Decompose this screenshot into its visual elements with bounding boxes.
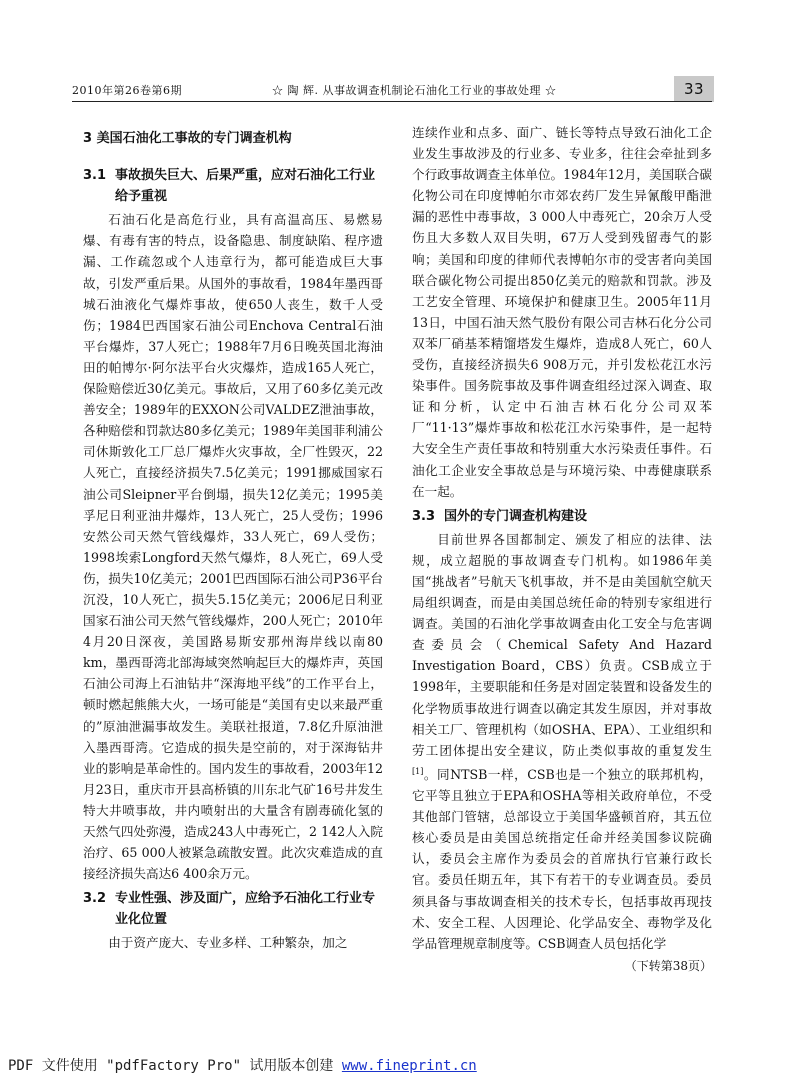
footer-text: PDF 文件使用 "pdfFactory Pro" 试用版本创建 [8, 1058, 342, 1074]
subsection-title: 事故损失巨大、后果严重，应对石油化工行业给予重视 [115, 168, 376, 205]
journal-issue: 2010年第26卷第6期 [72, 84, 182, 97]
right-column [412, 122, 712, 977]
subsection-number: 3.3 [412, 508, 436, 524]
left-column [83, 122, 383, 954]
paragraph-3-1: 石油石化是高危行业，具有高温高压、易燃易爆、有毒有害的特点，设备隐患、制度缺陷、程序遗漏、工作疏忽或个人违章行为，都可能造成巨大事故，引发严重后果。从国外的事故看，1984年墨西哥城石油液化气爆炸事故，使650人丧生，数千人受伤；1984巴西国家石油公司Enchova Central石油平台爆炸，37人死亡；1988年7月6日晚英国北海油田的帕博尔·阿尔法平台火灾爆炸，造成165人死亡，保险赔偿近30亿美元。事故后，又用了60多亿美元改善安全；1989年的EXXON公司VALDEZ泄油事故，各种赔偿和罚款达80多亿美元；1989年美国菲利浦公司休斯敦化工厂总厂爆炸火灾事故，全厂性毁灭，22人死亡，直接经济损失7.5亿美元；1991挪威国家石油公司Sleipner平台倒塌，损失12亿美元；1995美孚尼日利亚油井爆炸，13人死亡，25人受伤；1996安然公司天然气管线爆炸，33人死亡，69人受伤；1998埃索Longford天然气爆炸，8人死亡，69人受伤，损失10亿美元；2001巴西国际石油公司P36平台沉没，10人死亡，损失5.15亿美元；2006尼日利亚国家石油公司天然气管线爆炸，200人死亡；2010年4月20日深夜，美国路易斯安那州海岸线以南80 km，墨西哥湾北部海域突然响起巨大的爆炸声，英国石油公司海上石油钻井“深海地平线”的工作平台上，顿时燃起熊熊大火，一场可能是“美国有史以来最严重的”原油泄漏事故发生。美联社报道，7.8亿升原油泄入墨西哥湾。它造成的损失是空前的，对于深海钻井业的影响是革命性的。国内发生的事故看，2003年12月23日，重庆市开县高桥镇的川东北气矿16号井发生特大井喷事故，井内喷射出的大量含有剧毒硫化氢的天然气四处弥漫，造成243人中毒死亡，2 142人入院治疗、65 000人被紧急疏散安置。此次灾难造成的直接经济损失高达6 400余万元。 [83, 212, 383, 882]
running-title: ☆ 陶 辉. 从事故调查机制论石油化工行业的事故处理 ☆ [272, 84, 557, 97]
paragraph-3-3 [412, 529, 712, 954]
subsection-title: 国外的专门调查机构建设 [444, 508, 588, 524]
paragraph-3-2: 由于资产庞大、专业多样、工种繁杂，加之 [108, 935, 348, 951]
citation[interactable]: [1] [412, 766, 424, 776]
page-number: 33 [674, 76, 714, 102]
continued-note: （下转第38页） [624, 958, 712, 973]
paragraph-3-3-text: 目前世界各国都制定、颁发了相应的法律、法规，成立超脱的事故调查专门机构。如1986年美国“挑战者”号航天飞机事故，并不是由美国航空航天局组织调查，而是由美国总统任命的特别专家组进行调查。美国的石油化学事故调查由化工安全与危害调查委员会（Chemical Safety And Hazard Investigation Board，CBS）负责。CSB成立于1998年，主要职能和任务是对固定装置和设备发生的化学物质事故进行调查以确定其发生原因，并对事故相关工厂、管理机构（如OSHA、EPA）、工业组织和劳工团体提出安全建议，防止类似事故的重复发生 [412, 531, 712, 758]
section-heading: 3 美国石油化工事故的专门调查机构 [83, 131, 292, 146]
subsection-3-1-heading [83, 165, 383, 207]
header-rule [72, 101, 712, 102]
running-header [72, 76, 712, 104]
subsection-number: 3.1 [83, 168, 107, 184]
subsection-3-3-heading [412, 506, 712, 527]
paragraph-3-2-continued: 连续作业和点多、面广、链长等特点导致石油化工企业发生事故涉及的行业多、专业多，往往会牵扯到多个行政事故调查主体单位。1984年12月，美国联合碳化物公司在印度博帕尔市郊农药厂发生异氰酸甲酯泄漏的恶性中毒事故，3 000人中毒死亡，20余万人受伤且大多数人双目失明，67万人受到残留毒气的影响；美国和印度的律师代表博帕尔市的受害者向美国联合碳化物公司提出850亿美元的赔款和罚款。涉及工艺安全管理、环境保护和健康卫生。2005年11月13日，中国石油天然气股份有限公司吉林石化分公司双苯厂硝基苯精馏塔发生爆炸，造成8人死亡，60人受伤，直接经济损失6 908万元，并引发松花江水污染事件。国务院事故及事件调查组经过深入调查、取证和分析，认定中石油吉林石化分公司双苯厂“11·13”爆炸事故和松花江水污染事件，是一起特大安全生产责任事故和特别重大水污染责任事件。石油化工企业安全事故总是与环境污染、中毒健康联系在一起。 [412, 125, 712, 499]
footer-link[interactable]: www.fineprint.cn [341, 1058, 477, 1074]
subsection-number: 3.2 [83, 891, 107, 907]
subsection-3-2-heading [83, 888, 383, 930]
subsection-title: 专业性强、涉及面广，应给予石油化工行业专业化位置 [115, 891, 376, 928]
pdf-footer [8, 1055, 788, 1075]
paragraph-3-3-text-cont: 。同NTSB一样，CSB也是一个独立的联邦机构，它平等且独立于EPA和OSHA等相关政府单位，不受其他部门管辖，总部设立于美国华盛顿首府，其五位核心委员是由美国总统指定任命并经美国参议院确认，委员会主席作为委员会的首席执行官兼行政长官。委员任期五年，其下有若干的专业调查员。委员须具备与事故调查相关的技术专长，包括事故再现技术、安全工程、人因理论、化学品安全、毒物学及化学品管理规章制度等。CSB调查人员包括化学 [412, 767, 712, 951]
